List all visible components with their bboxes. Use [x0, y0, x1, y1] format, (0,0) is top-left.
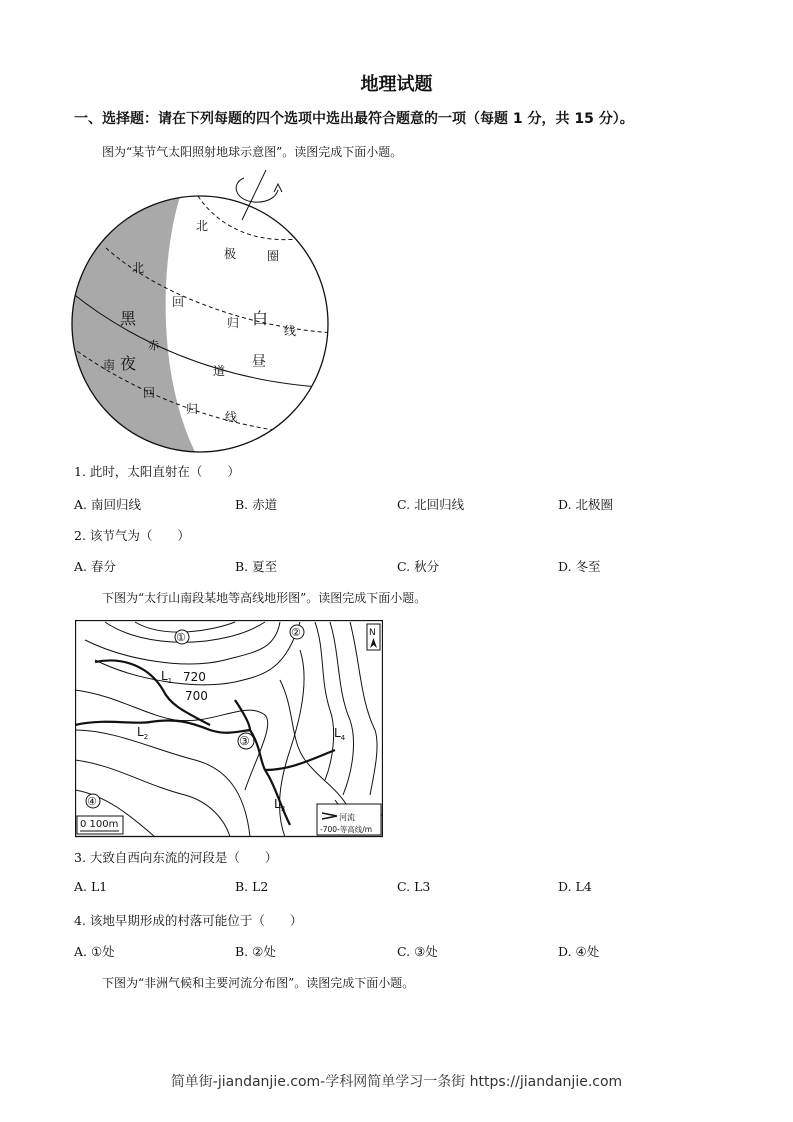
q4-option-d[interactable]: D. ④处 — [558, 944, 600, 959]
label-dao: 道 — [213, 364, 226, 378]
intro-figure1: 图为“某节气太阳照射地球示意图”。读图完成下面小题。 — [102, 145, 403, 159]
intro-figure3: 下图为“非洲气候和主要河流分布图”。读图完成下面小题。 — [102, 976, 415, 990]
label-ji: 极 — [224, 247, 237, 261]
q3-option-a[interactable]: A. L1 — [74, 879, 108, 894]
q4-option-c[interactable]: C. ③处 — [397, 944, 438, 959]
label-bai: 白 — [252, 309, 269, 328]
label-nan: 南 — [103, 358, 116, 372]
point-1-label: ① — [176, 631, 186, 644]
label-xian2: 线 — [225, 410, 238, 424]
contour-label-700: 700 — [185, 689, 208, 703]
q2-option-a[interactable]: A. 春分 — [74, 559, 116, 574]
rotation-arc — [236, 178, 278, 202]
label-hei: 黑 — [120, 309, 137, 328]
legend-contour-label: -700-等高线/m — [320, 825, 373, 834]
q2-option-c[interactable]: C. 秋分 — [397, 559, 440, 574]
q1-option-d[interactable]: D. 北极圈 — [558, 497, 614, 512]
q3-option-b[interactable]: B. L2 — [235, 879, 269, 894]
question-1-stem: 1. 此时，太阳直射在（ ） — [74, 464, 240, 479]
q4-option-b[interactable]: B. ②处 — [235, 944, 276, 959]
q4-option-a[interactable]: A. ①处 — [74, 944, 115, 959]
intro-figure2: 下图为“太行山南段某地等高线地形图”。读图完成下面小题。 — [102, 591, 427, 605]
label-zhou: 昼 — [252, 354, 266, 370]
q2-option-d[interactable]: D. 冬至 — [558, 559, 601, 574]
legend-river-label: 河流 — [339, 813, 355, 822]
question-2-stem: 2. 该节气为（ ） — [74, 528, 190, 543]
contour-label-720: 720 — [183, 670, 206, 684]
point-2-label: ② — [291, 626, 301, 639]
river-l2-label: $L_2$ — [137, 725, 149, 741]
point-4-label: ④ — [87, 795, 97, 808]
page-footer: 简单街-jiandanjie.com-学科网简单学习一条街 https://jiandanjie.com — [170, 1074, 623, 1090]
river-l1-label: $L_1$ — [161, 669, 173, 685]
section-heading: 一、选择题：请在下列每题的四个选项中选出最符合题意的一项（每题 1 分，共 15 分）。 — [74, 111, 634, 127]
scale-bar-label: 0 100m — [80, 819, 119, 830]
point-3-label: ③ — [239, 734, 250, 748]
contour-map-figure — [75, 620, 383, 838]
label-xian: 线 — [284, 324, 297, 338]
label-quan: 圈 — [267, 249, 280, 263]
q1-option-a[interactable]: A. 南回归线 — [74, 497, 141, 512]
label-bei: 北 — [196, 219, 209, 233]
label-hui: 回 — [172, 295, 185, 309]
river-l3-label: $L_3$ — [274, 797, 286, 813]
label-gui: 归 — [227, 316, 240, 330]
label-gui2: 归 — [186, 402, 199, 416]
q2-option-b[interactable]: B. 夏至 — [235, 559, 278, 574]
question-4-stem: 4. 该地早期形成的村落可能位于（ ） — [74, 913, 303, 928]
label-hui2: 回 — [143, 386, 156, 400]
earth-illumination-figure — [66, 168, 338, 458]
q3-option-d[interactable]: D. L4 — [558, 879, 592, 894]
label-chi: 赤 — [148, 339, 159, 352]
q1-option-c[interactable]: C. 北回归线 — [397, 497, 465, 512]
label-ye: 夜 — [120, 354, 137, 373]
page-title: 地理试题 — [360, 74, 433, 95]
question-3-stem: 3. 大致自西向东流的河段是（ ） — [74, 850, 278, 865]
label-bei2: 北 — [132, 261, 145, 275]
north-arrow-label: N — [369, 628, 376, 638]
river-l4-label: $L_4$ — [334, 726, 346, 742]
q1-option-b[interactable]: B. 赤道 — [235, 497, 278, 512]
q3-option-c[interactable]: C. L3 — [397, 879, 431, 894]
